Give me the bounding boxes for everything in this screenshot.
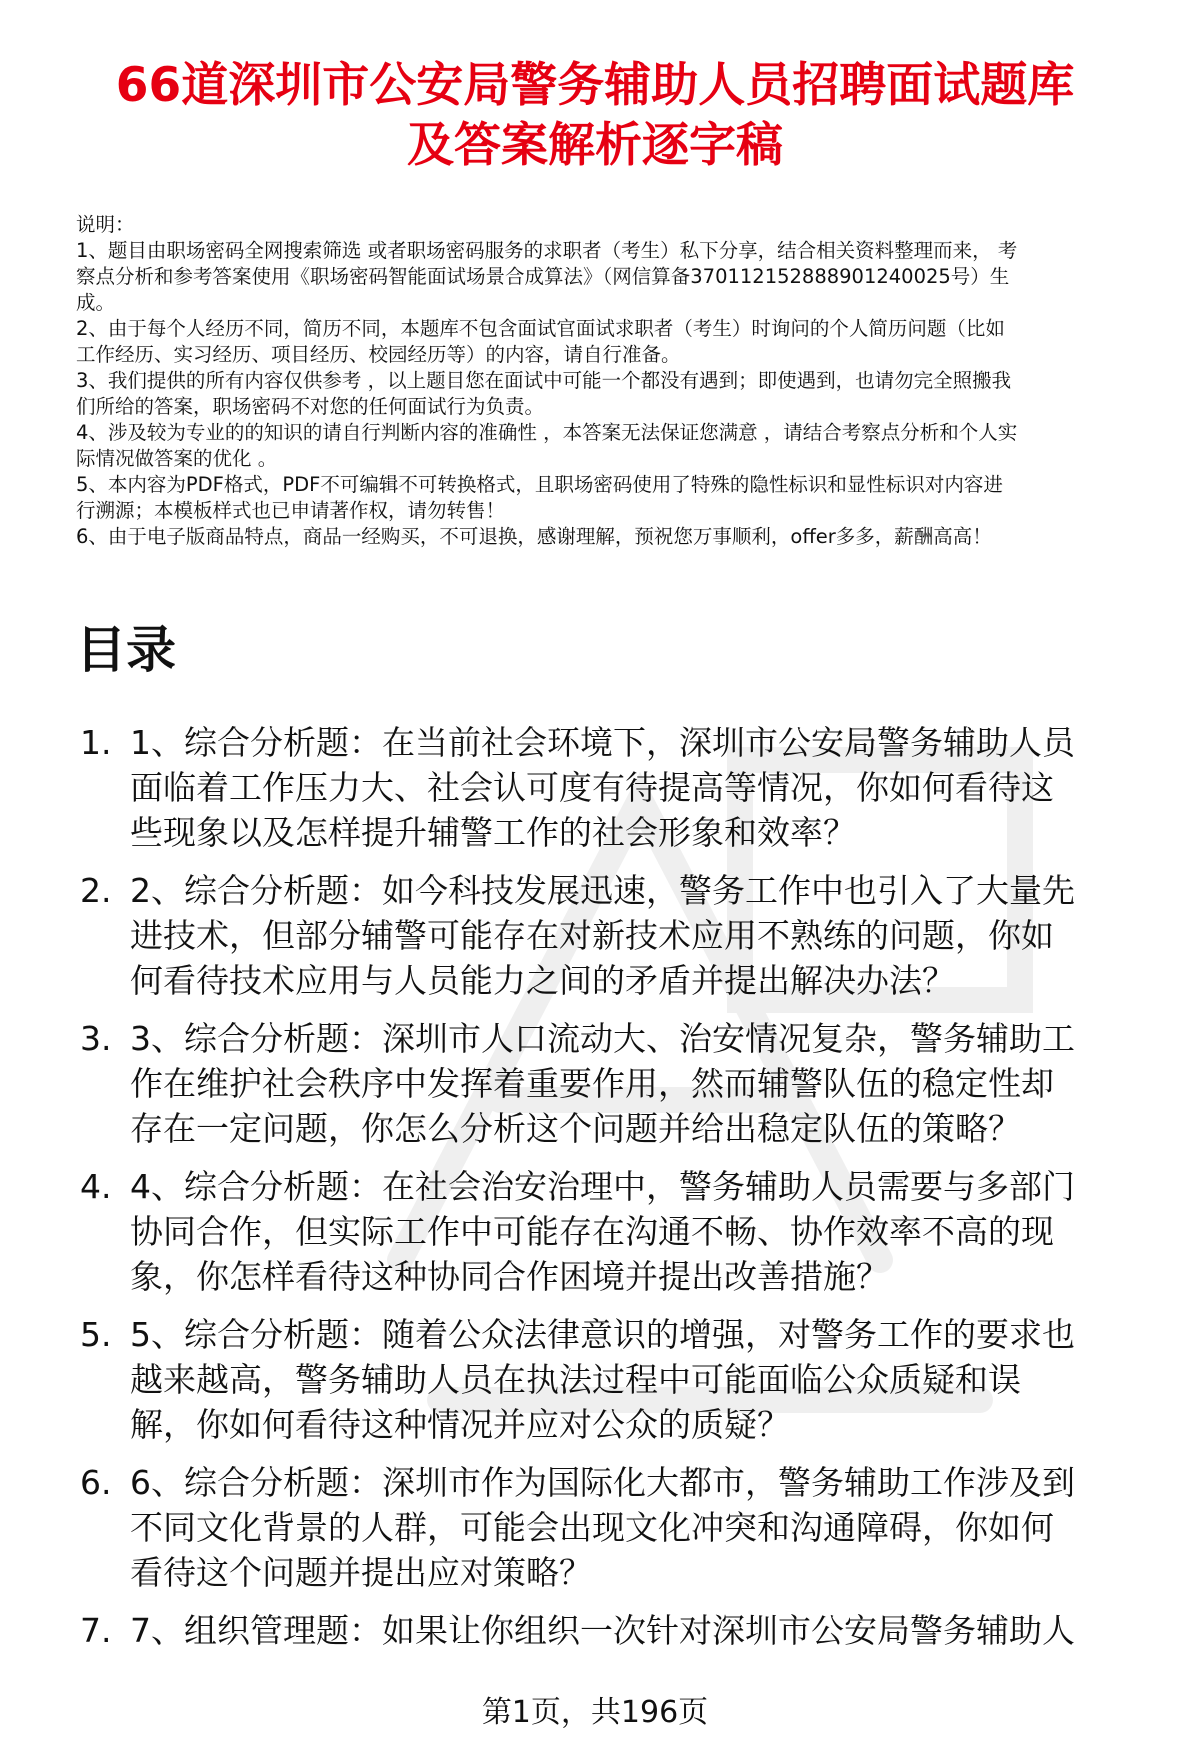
document-title [60,56,1130,176]
toc-item-text: 1、综合分析题：在当前社会环境下，深圳市公安局警务辅助人员 [130,723,1075,762]
toc-item-text: 面临着工作压力大、社会认可度有待提高等情况，你如何看待这 [130,768,1054,807]
toc-item-text: 进技术，但部分辅警可能存在对新技术应用不熟练的问题，你如 [130,916,1054,955]
note-line: 察点分析和参考答案使用《职场密码智能面试场景合成算法》（网信算备370112152888901240025号）生 [76,265,1010,288]
toc-item-text: 看待这个问题并提出应对策略？ [130,1553,592,1592]
title-line-2: 及答案解析逐字稿 [407,118,783,173]
note-line: 成。 [76,291,116,314]
toc-item-text: 4、综合分析题：在社会治安治理中，警务辅助人员需要与多部门 [130,1167,1075,1206]
toc-heading: 目录 [76,621,176,679]
note-line: 说明： [76,213,135,236]
toc-item-text: 越来越高，警务辅助人员在执法过程中可能面临公众质疑和误 [130,1360,1021,1399]
toc-item-number: 7. [80,1611,112,1650]
toc-item-number: 2. [80,871,112,910]
toc-item-text: 2、综合分析题：如今科技发展迅速，警务工作中也引入了大量先 [130,871,1075,910]
toc-item-text: 何看待技术应用与人员能力之间的矛盾并提出解决办法？ [130,961,955,1000]
toc-item-text: 5、综合分析题：随着公众法律意识的增强，对警务工作的要求也 [130,1315,1075,1354]
toc-item-text: 不同文化背景的人群，可能会出现文化冲突和沟通障碍，你如何 [130,1508,1054,1547]
note-line: 际情况做答案的优化 。 [76,447,278,470]
note-line: 工作经历、实习经历、项目经历、校园经历等）的内容，请自行准备。 [76,343,681,366]
toc-item-text: 存在一定问题，你怎么分析这个问题并给出稳定队伍的策略？ [130,1109,1021,1148]
title-line-1: 66道深圳市公安局警务辅助人员招聘面试题库 [115,58,1075,113]
toc-item-number: 3. [80,1019,112,1058]
note-line: 们所给的答案，职场密码不对您的任何面试行为负责。 [76,395,545,418]
note-line: 3、我们提供的所有内容仅供参考 ，以上题目您在面试中可能一个都没有遇到；即使遇到，也请勿完全照搬我 [76,369,1012,392]
toc-item-text: 6、综合分析题：深圳市作为国际化大都市，警务辅助工作涉及到 [130,1463,1075,1502]
toc-item-text: 协同合作，但实际工作中可能存在沟通不畅、协作效率不高的现 [130,1212,1054,1251]
toc-item-number: 1. [80,723,112,762]
toc-item-text: 7、组织管理题：如果让你组织一次针对深圳市公安局警务辅助人 [130,1611,1075,1650]
page-number-footer: 第1页，共196页 [481,1695,709,1730]
toc-item-text: 作在维护社会秩序中发挥着重要作用，然而辅警队伍的稳定性却 [130,1064,1054,1103]
toc-item-number: 5. [80,1315,112,1354]
toc-item-text: 些现象以及怎样提升辅警工作的社会形象和效率？ [130,813,856,852]
note-line: 2、由于每个人经历不同，简历不同，本题库不包含面试官面试求职者（考生）时询问的个人简历问题（比如 [76,317,1005,340]
note-line: 4、涉及较为专业的的知识的请自行判断内容的准确性 ，本答案无法保证您满意 ，请结合考察点分析和个人实 [76,421,1018,444]
disclaimer-notes [76,212,1166,550]
toc-item-number: 4. [80,1167,112,1206]
note-line: 1、题目由职场密码全网搜索筛选 或者职场密码服务的求职者（考生）私下分享，结合相关资料整理而来， 考 [76,239,1018,262]
toc-item-text: 象，你怎样看待这种协同合作困境并提出改善措施？ [130,1257,889,1296]
toc-item-text: 3、综合分析题：深圳市人口流动大、治安情况复杂，警务辅助工 [130,1019,1075,1058]
note-line: 行溯源；本模板样式也已申请著作权，请勿转售！ [76,499,506,522]
note-line: 5、本内容为PDF格式，PDF不可编辑不可转换格式，且职场密码使用了特殊的隐性标识和显性标识对内容进 [76,473,1003,496]
toc-item-number: 6. [80,1463,112,1502]
note-line: 6、由于电子版商品特点，商品一经购买，不可退换，感谢理解，预祝您万事顺利，offer多多，薪酬高高！ [76,525,992,548]
toc-item-text: 解，你如何看待这种情况并应对公众的质疑？ [130,1405,790,1444]
